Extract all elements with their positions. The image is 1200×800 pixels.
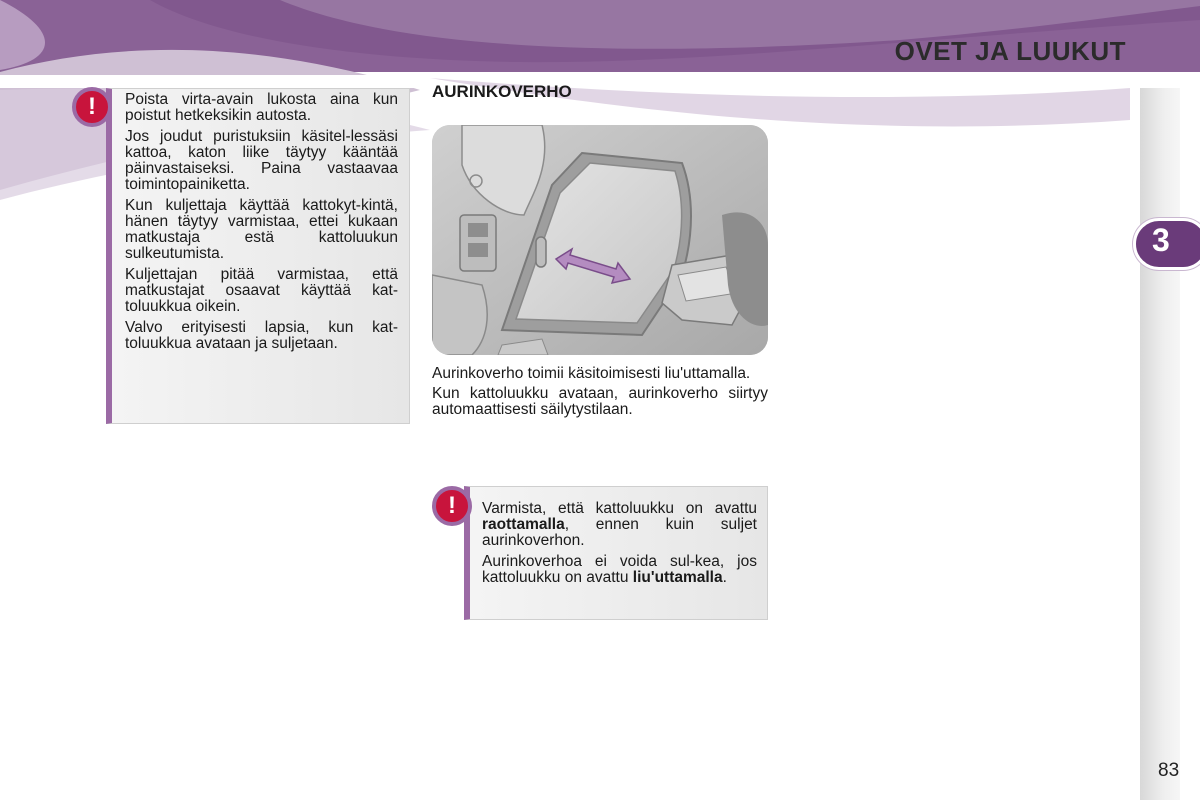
exclamation-icon: ! xyxy=(72,87,112,127)
text-run: . xyxy=(722,569,727,586)
left-warning-paragraph: Kun kuljettaja käyttää kattokyt-kintä, hänen täytyy varmistaa, ettei kukaan matkustaja estä kattoluukun sulkeutumista. xyxy=(125,197,398,262)
left-warning-paragraph: Poista virta-avain lukosta aina kun poistut hetkeksikin autosta. xyxy=(125,91,398,124)
sunshade-illustration xyxy=(432,125,768,355)
left-warning-paragraph: Valvo erityisesti lapsia, kun kat-toluukkua avataan ja suljetaan. xyxy=(125,319,398,352)
body-text xyxy=(432,366,768,422)
right-warning-paragraph xyxy=(482,501,757,549)
side-strip xyxy=(1140,88,1180,800)
right-warning-box xyxy=(464,486,768,620)
text-run: Varmista, että kattoluukku on avattu xyxy=(482,500,757,517)
text-run: Aurinkoverhoa ei voida sul-kea, jos kattoluukku on avattu xyxy=(482,553,757,586)
bold-term: raottamalla xyxy=(482,516,565,533)
body-paragraph: Kun kattoluukku avataan, aurinkoverho siirtyy automaattisesti säilytystilaan. xyxy=(432,385,768,418)
text-run: , ennen kuin suljet aurinkoverhon. xyxy=(482,516,757,549)
exclamation-icon: ! xyxy=(432,486,472,526)
section-title: OVET JA LUUKUT xyxy=(894,36,1126,66)
page-number: 83 xyxy=(1158,760,1180,781)
sunroof-drawing xyxy=(432,125,768,355)
body-paragraph: Aurinkoverho toimii käsitoimisesti liu'uttamalla. xyxy=(432,365,751,382)
chapter-number: 3 xyxy=(1152,222,1170,258)
right-warning-paragraph xyxy=(482,554,757,586)
left-warning-paragraph: Jos joudut puristuksiin käsitel-lessäsi kattoa, katon liike täytyy kääntää päinvastaiseksi. Paina vastaavaa toimintopainiketta. xyxy=(125,128,398,193)
left-warning-box xyxy=(106,88,410,424)
section-heading: AURINKOVERHO xyxy=(432,82,572,101)
bold-term: liu'uttamalla xyxy=(632,569,723,586)
left-warning-paragraph: Kuljettajan pitää varmistaa, että matkustajat osaavat käyttää kat-toluukkua oikein. xyxy=(125,266,398,315)
